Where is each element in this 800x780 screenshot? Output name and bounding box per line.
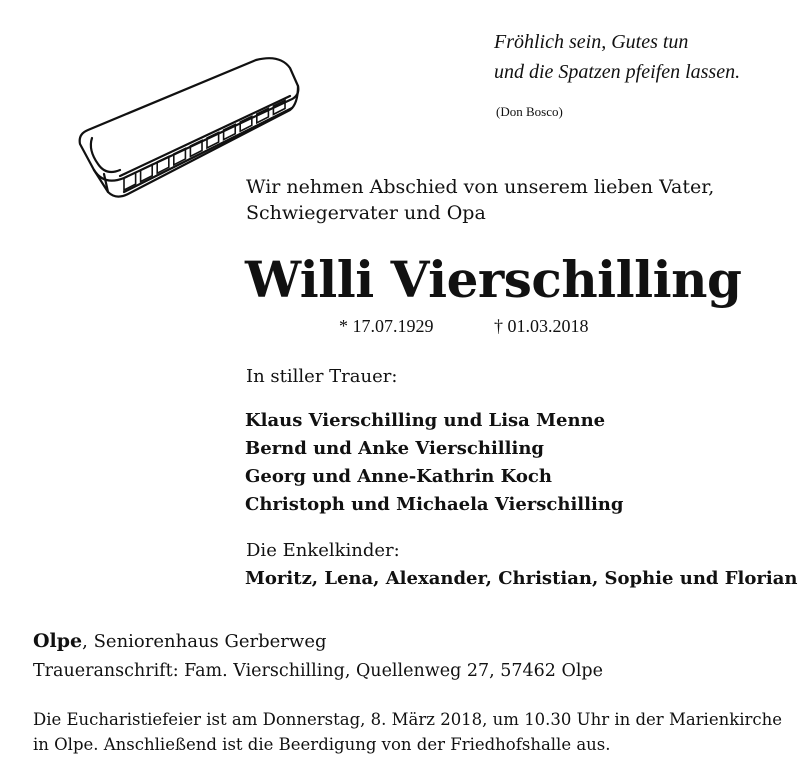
death-date: † 01.03.2018 [494,316,589,336]
location-detail: , Seniorenhaus Gerberweg [82,631,327,652]
location-city: Olpe [33,630,83,652]
deceased-name: Willi Vierschilling [245,250,742,309]
service-line-2: in Olpe. Anschließend ist die Beerdigung von der Friedhofshalle aus. [33,735,611,754]
mourning-label: In stiller Trauer: [246,366,398,387]
location [33,630,327,652]
mourner-line: Klaus Vierschilling und Lisa Menne [245,410,606,431]
mourner-line: Georg und Anne-Kathrin Koch [245,466,552,487]
intro-line-1: Wir nehmen Abschied von unserem lieben Vater, [246,176,715,198]
quote-line-2: und die Spatzen pfeifen lassen. [494,61,741,83]
intro-line-2: Schwiegervater und Opa [246,202,486,224]
mourner-line: Christoph und Michaela Vierschilling [245,494,624,515]
grandchildren-names: Moritz, Lena, Alexander, Christian, Sophie und Florian [245,568,798,589]
quote-source: (Don Bosco) [496,104,563,119]
quote-line-1: Fröhlich sein, Gutes tun [494,31,689,53]
mourning-address: Traueranschrift: Fam. Vierschilling, Quellenweg 27, 57462 Olpe [33,661,603,681]
grandchildren-label: Die Enkelkinder: [246,540,400,561]
service-line-1: Die Eucharistiefeier ist am Donnerstag, 8. März 2018, um 10.30 Uhr in der Marienkirche [33,710,783,729]
birth-date: * 17.07.1929 [339,316,434,336]
mourner-line: Bernd und Anke Vierschilling [245,438,544,459]
